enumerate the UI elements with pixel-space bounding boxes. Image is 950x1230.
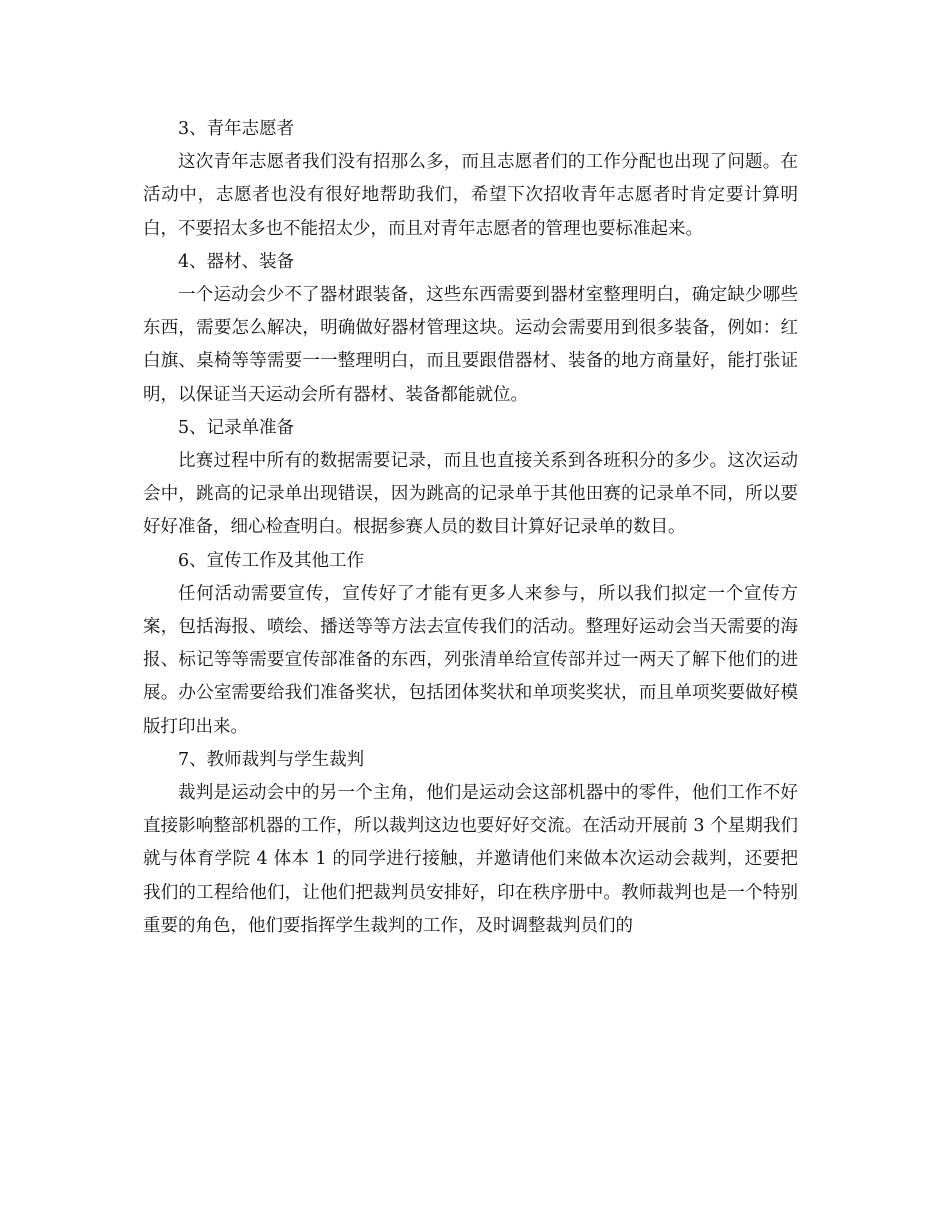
section-heading-volunteers: 3、青年志愿者 (178, 119, 295, 139)
section-heading-record-sheets: 5、记录单准备 (178, 417, 295, 438)
section-heading-referees: 7、教师裁判与学生裁判 (178, 749, 365, 770)
document-body (143, 113, 798, 943)
section-paragraph-record-sheets: 比赛过程中所有的数据需要记录，而且也直接关系到各班积分的多少。这次运动会中，跳高的记录单出现错误，因为跳高的记录单于其他田赛的记录单不同，所以要好好准备，细心检查明白。根据参赛人员的数目计算好记录单的数目。 (143, 451, 798, 538)
section-paragraph-volunteers: 这次青年志愿者我们没有招那么多，而且志愿者们的工作分配也出现了问题。在活动中，志愿者也没有很好地帮助我们，希望下次招收青年志愿者时肯定要计算明白，不要招太多也不能招太少，而且对青年志愿者的管理也要标准起来。 (143, 152, 798, 239)
section-paragraph-publicity: 任何活动需要宣传，宣传好了才能有更多人来参与，所以我们拟定一个宣传方案，包括海报、喷绘、播送等等方法去宣传我们的活动。整理好运动会当天需要的海报、标记等等需要宣传部准备的东西，列张清单给宣传部并过一两天了解下他们的进展。办公室需要给我们准备奖状，包括团体奖状和单项奖奖状，而且单项奖要做好模版打印出来。 (143, 583, 798, 737)
section-paragraph-equipment: 一个运动会少不了器材跟装备，这些东西需要到器材室整理明白，确定缺少哪些东西，需要怎么解决，明确做好器材管理这块。运动会需要用到很多装备，例如：红白旗、桌椅等等需要一一整理明白，而且要跟借器材、装备的地方商量好，能打张证明，以保证当天运动会所有器材、装备都能就位。 (143, 285, 798, 405)
section-paragraph-referees: 裁判是运动会中的另一个主角，他们是运动会这部机器中的零件，他们工作不好直接影响整部机器的工作，所以裁判这边也要好好交流。在活动开展前 3 个星期我们就与体育学院 4 体本 1 的同学进行接触，并邀请他们来做本次运动会裁判，还要把我们的工程给他们，让他们把裁判员安排好，印在秩序册中。教师裁判也是一个特别重要的角色，他们要指挥学生裁判的工作，及时调整裁判员们的 (143, 783, 798, 936)
section-heading-publicity: 6、宣传工作及其他工作 (178, 550, 365, 571)
section-heading-equipment: 4、器材、装备 (178, 251, 295, 272)
